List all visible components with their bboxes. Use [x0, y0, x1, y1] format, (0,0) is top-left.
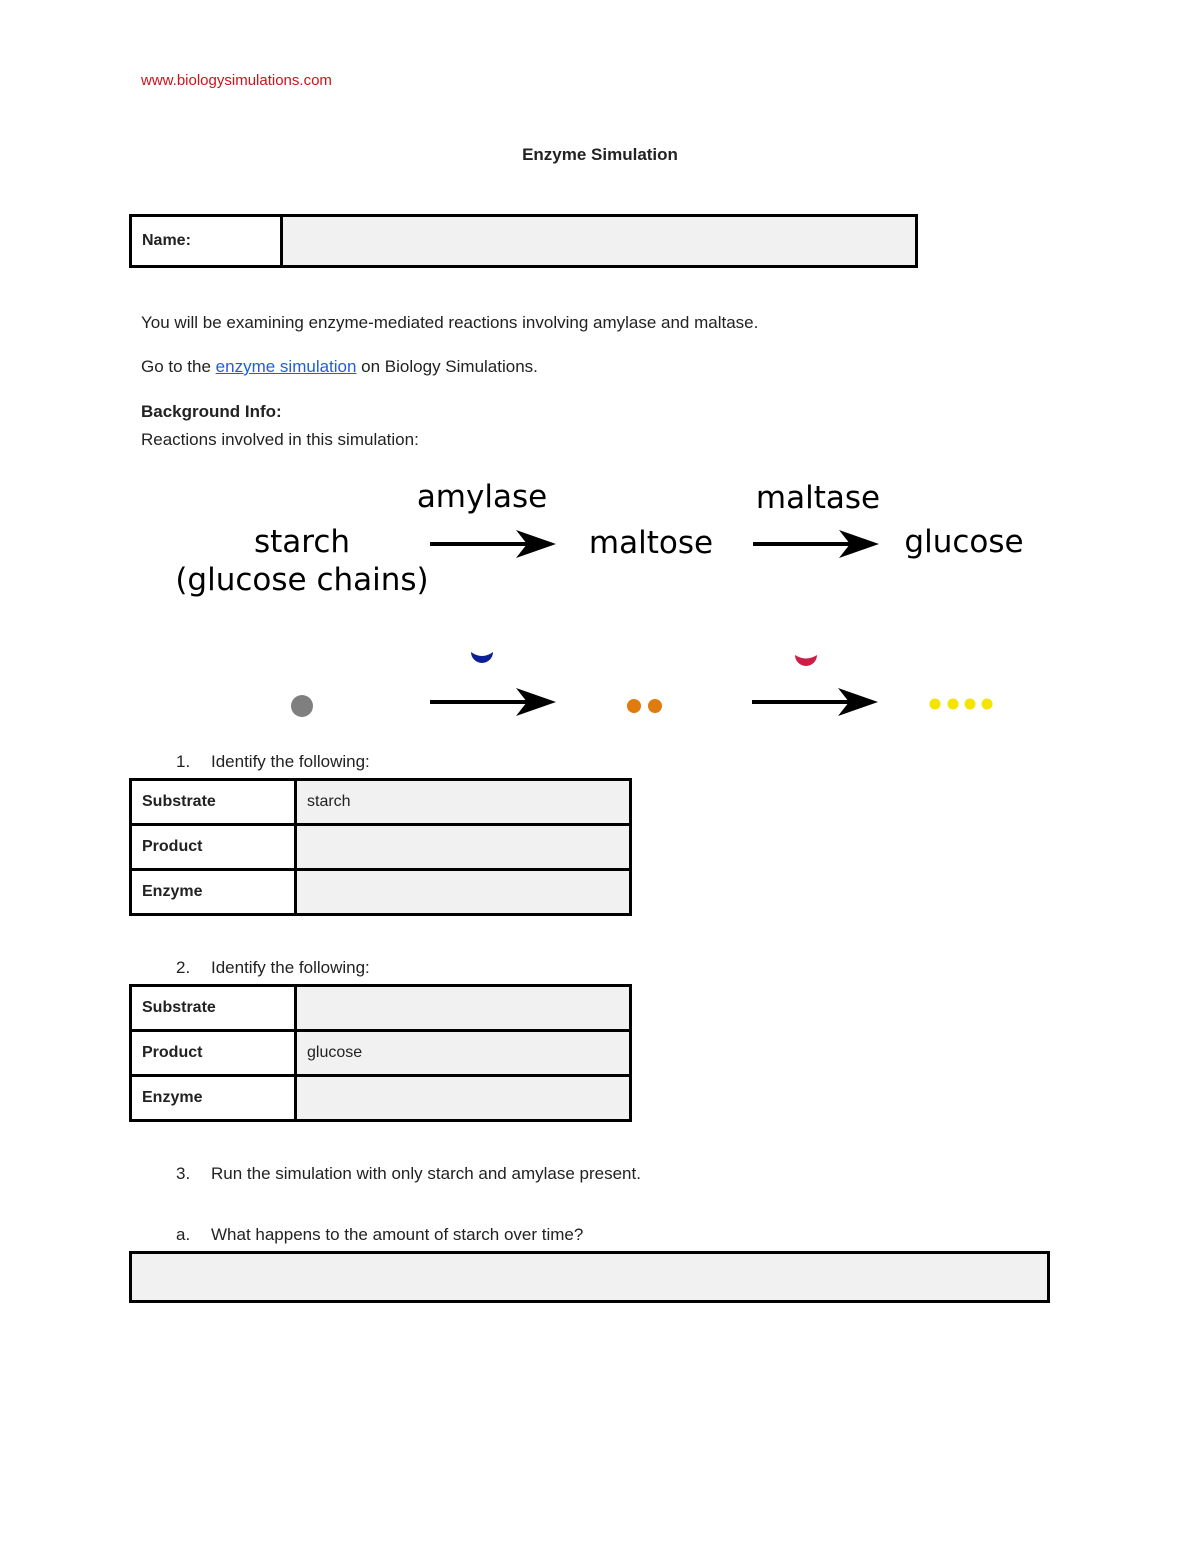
table-row — [131, 780, 631, 825]
maltose-molecule-icon — [627, 699, 641, 713]
arrow-bottom-1 — [430, 688, 556, 716]
starch-sublabel: (glucose chains) — [175, 562, 429, 598]
answer-field[interactable] — [296, 1076, 631, 1121]
question-1 — [176, 752, 370, 772]
arrow-top-1 — [430, 530, 556, 558]
question-1-table — [129, 778, 632, 916]
question-1-number: 1. — [176, 752, 191, 771]
row-key: Enzyme — [131, 1076, 296, 1121]
site-url[interactable]: www.biologysimulations.com — [141, 72, 332, 89]
background-heading: Background Info: — [141, 402, 282, 421]
glucose-molecule-icon — [930, 699, 941, 710]
row-key: Enzyme — [131, 870, 296, 915]
page-title: Enzyme Simulation — [522, 145, 678, 164]
table-row — [131, 1031, 631, 1076]
starch-label: starch — [253, 524, 351, 560]
reactions-label: Reactions involved in this simulation: — [141, 430, 419, 449]
amylase-enzyme-icon — [471, 652, 493, 663]
enzyme-simulation-link[interactable]: enzyme simulation — [215, 357, 357, 376]
maltose-molecule-icon — [648, 699, 662, 713]
starch-molecule-icon — [291, 695, 313, 717]
question-3a-number: a. — [176, 1225, 191, 1244]
table-row — [131, 825, 631, 870]
question-3 — [176, 1164, 641, 1184]
arrow-top-2 — [753, 530, 879, 558]
question-3a-prompt: What happens to the amount of starch over time? — [211, 1225, 584, 1244]
glucose-label: glucose — [904, 524, 1024, 560]
table-row — [131, 986, 631, 1031]
answer-field[interactable] — [296, 870, 631, 915]
answer-field[interactable] — [296, 986, 631, 1031]
question-3-number: 3. — [176, 1164, 191, 1183]
amylase-label: amylase — [416, 479, 548, 515]
glucose-molecule-icon — [982, 699, 993, 710]
row-key: Product — [131, 825, 296, 870]
glucose-molecule-icon — [948, 699, 959, 710]
maltase-enzyme-icon — [795, 655, 817, 666]
maltase-label: maltase — [755, 480, 881, 516]
question-3a — [176, 1225, 583, 1245]
row-key: Product — [131, 1031, 296, 1076]
reaction-diagram — [0, 0, 1200, 760]
question-1-prompt: Identify the following: — [211, 752, 370, 771]
arrow-bottom-2 — [752, 688, 878, 716]
glucose-molecule-icon — [965, 699, 976, 710]
answer-field[interactable]: starch — [296, 780, 631, 825]
answer-field[interactable] — [296, 825, 631, 870]
maltose-label: maltose — [588, 525, 714, 561]
intro-text: You will be examining enzyme-mediated reactions involving amylase and maltase. — [141, 313, 759, 332]
question-2 — [176, 958, 370, 978]
instructions-post: on Biology Simulations. — [356, 357, 538, 376]
question-3a-answer-field[interactable] — [129, 1251, 1050, 1303]
table-row — [131, 1076, 631, 1121]
question-2-table — [129, 984, 632, 1122]
table-row — [131, 870, 631, 915]
row-key: Substrate — [131, 986, 296, 1031]
instructions-pre: Go to the — [141, 357, 216, 376]
question-3-prompt: Run the simulation with only starch and amylase present. — [211, 1164, 641, 1183]
question-2-number: 2. — [176, 958, 191, 977]
row-key: Substrate — [131, 780, 296, 825]
name-label: Name: — [132, 217, 283, 265]
question-2-prompt: Identify the following: — [211, 958, 370, 977]
answer-field[interactable]: glucose — [296, 1031, 631, 1076]
